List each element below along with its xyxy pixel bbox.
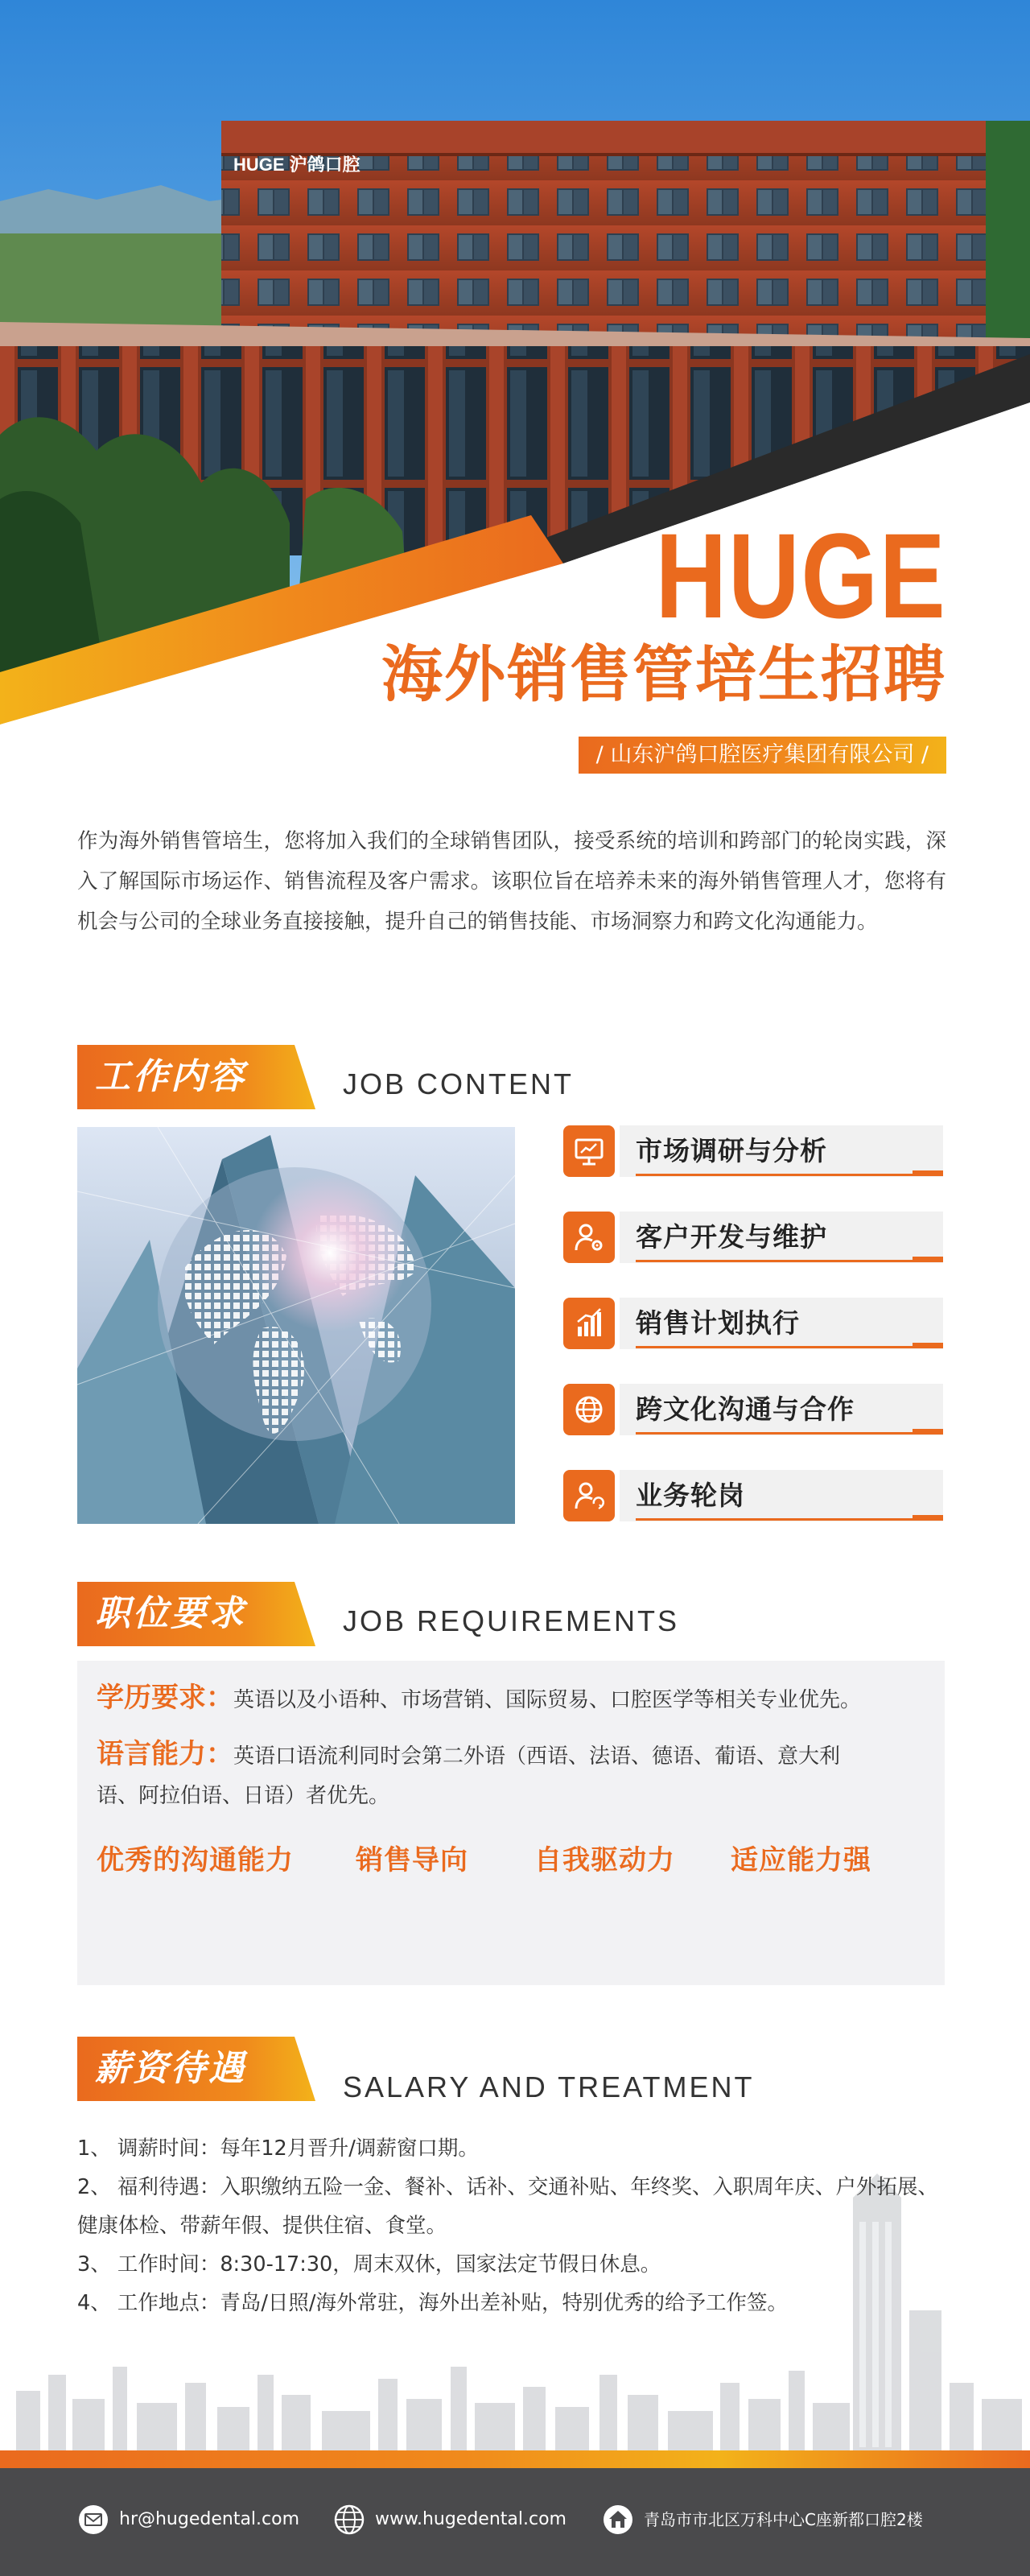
website-text[interactable]: www.hugedental.com	[375, 2509, 566, 2529]
education-requirement	[97, 1677, 861, 1721]
job-content-item	[563, 1384, 943, 1442]
email-text[interactable]: hr@hugedental.com	[119, 2509, 300, 2529]
section-badge	[77, 1045, 319, 1109]
language-key: 语言能力：	[97, 1738, 233, 1770]
section-badge	[77, 1582, 319, 1646]
section-header-requirements	[77, 1582, 962, 1646]
salary-item: 3、 工作时间：8:30-17:30，周末双休，国家法定节假日休息。	[77, 2252, 661, 2277]
section-title-cn: 职位要求	[95, 1593, 246, 1634]
section-title-en: JOB CONTENT	[343, 1067, 575, 1100]
education-value: 英语以及小语种、市场营销、国际贸易、口腔医学等相关专业优先。	[233, 1688, 862, 1712]
section-badge	[77, 2037, 319, 2101]
underline	[636, 1174, 943, 1176]
underline-accent	[913, 1429, 943, 1435]
education-key: 学历要求：	[97, 1682, 233, 1714]
address-text: 青岛市市北区万科中心C座新都口腔2楼	[644, 2510, 923, 2529]
job-content-label: 客户开发与维护	[636, 1221, 827, 1253]
underline	[636, 1260, 943, 1262]
globe-icon	[333, 2504, 365, 2536]
salary-item: 1、 调薪时间：每年12月晋升/调薪窗口期。	[77, 2136, 479, 2161]
footer-bar	[0, 2468, 1030, 2576]
salary-item: 4、 工作地点：青岛/日照/海外常驻，海外出差补贴，特别优秀的给予工作签。	[77, 2291, 789, 2315]
salary-item: 2、 福利待遇：入职缴纳五险一金、餐补、话补、交通补贴、年终奖、入职周年庆、户外拓展、健康体检、带薪年假、提供住宿、食堂。	[77, 2175, 938, 2238]
trait-list	[97, 1838, 933, 1886]
trait-item: 适应能力强	[731, 1844, 871, 1876]
globe-icon	[563, 1384, 615, 1435]
salary-list	[77, 2129, 954, 2322]
underline	[636, 1432, 943, 1435]
language-value-line1: 英语口语流利同时会第二外语（西语、法语、德语、葡语、意大利	[233, 1744, 841, 1769]
user-gear-icon	[563, 1212, 615, 1263]
job-content-label: 市场调研与分析	[636, 1135, 827, 1166]
trait-item: 自我驱动力	[534, 1844, 675, 1876]
section-title-cn: 工作内容	[95, 1056, 246, 1097]
job-content-item	[563, 1298, 943, 1356]
underline	[636, 1346, 943, 1348]
job-content-item	[563, 1212, 943, 1269]
footer-stripe	[0, 2450, 1030, 2468]
company-name-tag: / 山东沪鸽口腔医疗集团有限公司 /	[579, 737, 946, 774]
trait-item: 优秀的沟通能力	[97, 1844, 294, 1876]
underline-accent	[913, 1515, 943, 1521]
section-title-en: SALARY AND TREATMENT	[343, 2070, 755, 2103]
presentation-icon	[563, 1125, 615, 1177]
bar-chart-icon	[563, 1298, 615, 1349]
requirements-panel	[77, 1661, 945, 1985]
globe-skyscraper-image	[77, 1127, 515, 1524]
underline	[636, 1518, 943, 1521]
user-rotate-icon	[563, 1470, 615, 1521]
building-sign: HUGE 沪鸽口腔	[233, 155, 360, 175]
language-requirement-cont	[97, 1775, 389, 1817]
job-content-item	[563, 1470, 943, 1528]
trait-item: 销售导向	[356, 1844, 468, 1876]
job-content-label: 跨文化沟通与合作	[636, 1393, 855, 1425]
section-header-job-content	[77, 1045, 962, 1109]
section-title-en: JOB REQUIREMENTS	[343, 1604, 680, 1637]
globe-illustration	[77, 1127, 515, 1524]
section-title-cn: 薪资待遇	[95, 2048, 246, 2089]
page-title: 海外销售管培生招聘	[381, 638, 946, 710]
home-icon	[602, 2504, 634, 2536]
intro-paragraph: 作为海外销售管培生，您将加入我们的全球销售团队，接受系统的培训和跨部门的轮岗实践，深入了解国际市场运作、销售流程及客户需求。该职位旨在培养未来的海外销售管理人才，您将有机会与公司的全球业务直接接触，提升自己的销售技能、市场洞察力和跨文化沟通能力。	[77, 829, 946, 934]
hero-banner	[0, 0, 1030, 767]
language-value-line2: 语、阿拉伯语、日语）者优先。	[97, 1784, 390, 1808]
job-content-label: 业务轮岗	[636, 1480, 745, 1511]
brand-logo-text: HUGE	[655, 508, 946, 643]
section-header-salary	[77, 2037, 962, 2101]
email-icon	[77, 2504, 109, 2536]
underline-accent	[913, 1170, 943, 1176]
job-content-label: 销售计划执行	[636, 1307, 800, 1339]
underline-accent	[913, 1343, 943, 1348]
underline-accent	[913, 1257, 943, 1262]
job-content-item	[563, 1125, 943, 1183]
language-requirement	[97, 1733, 840, 1777]
